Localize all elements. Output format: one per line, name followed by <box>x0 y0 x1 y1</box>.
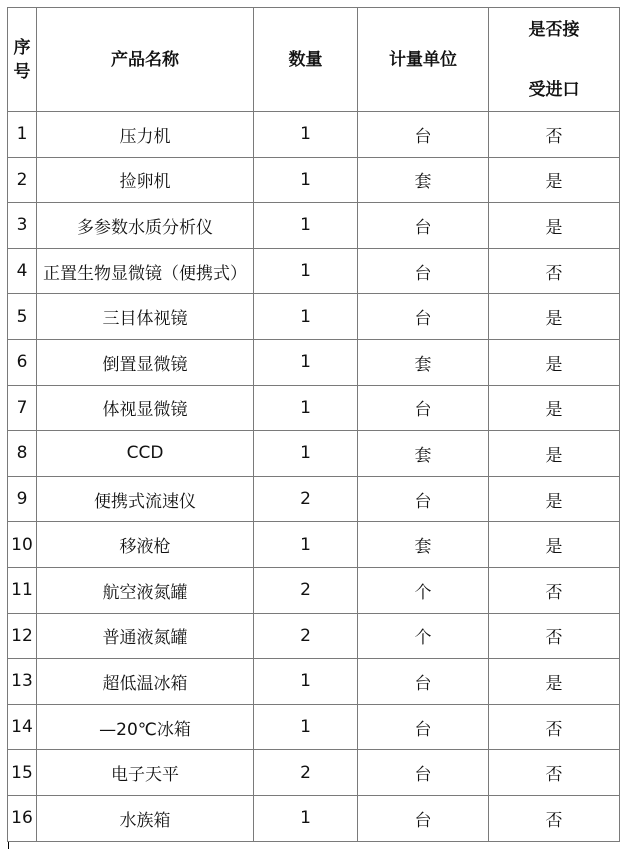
cell-qty: 2 <box>254 567 358 613</box>
cell-seq: 1 <box>8 112 37 158</box>
header-unit: 计量单位 <box>358 8 489 112</box>
cell-seq: 14 <box>8 704 37 750</box>
cell-qty: 2 <box>254 613 358 659</box>
table-row <box>8 385 620 431</box>
header-import <box>489 8 620 112</box>
cell-qty: 1 <box>254 795 358 841</box>
cell-unit: 个 <box>358 613 489 659</box>
cell-seq: 11 <box>8 567 37 613</box>
cell-name: 三目体视镜 <box>37 294 254 340</box>
cell-qty: 1 <box>254 339 358 385</box>
cell-unit: 台 <box>358 795 489 841</box>
cell-unit: 台 <box>358 704 489 750</box>
cell-import: 否 <box>489 613 620 659</box>
cell-unit: 台 <box>358 476 489 522</box>
cell-import: 否 <box>489 567 620 613</box>
cell-unit: 套 <box>358 339 489 385</box>
cell-qty: 2 <box>254 750 358 796</box>
cell-unit: 个 <box>358 567 489 613</box>
cell-qty: 1 <box>254 659 358 705</box>
table-row <box>8 750 620 796</box>
cell-qty: 1 <box>254 203 358 249</box>
cell-name: 电子天平 <box>37 750 254 796</box>
cell-seq: 7 <box>8 385 37 431</box>
header-seq <box>8 8 37 112</box>
table-row <box>8 659 620 705</box>
cell-name: 捡卵机 <box>37 157 254 203</box>
cell-unit: 台 <box>358 248 489 294</box>
table-row <box>8 248 620 294</box>
cell-unit: 套 <box>358 157 489 203</box>
table-row <box>8 203 620 249</box>
cell-import: 是 <box>489 203 620 249</box>
table-row <box>8 294 620 340</box>
cell-name: 便携式流速仪 <box>37 476 254 522</box>
cell-qty: 1 <box>254 704 358 750</box>
cell-seq: 13 <box>8 659 37 705</box>
cell-import: 是 <box>489 294 620 340</box>
cell-name: 多参数水质分析仪 <box>37 203 254 249</box>
cell-import: 否 <box>489 704 620 750</box>
cell-seq: 4 <box>8 248 37 294</box>
cell-unit: 台 <box>358 750 489 796</box>
cell-import: 否 <box>489 112 620 158</box>
cell-seq: 12 <box>8 613 37 659</box>
table-row <box>8 431 620 477</box>
cell-seq: 6 <box>8 339 37 385</box>
cell-qty: 1 <box>254 431 358 477</box>
cell-seq: 9 <box>8 476 37 522</box>
cell-unit: 台 <box>358 385 489 431</box>
cell-unit: 台 <box>358 294 489 340</box>
header-qty: 数量 <box>254 8 358 112</box>
cell-qty: 2 <box>254 476 358 522</box>
cell-import: 否 <box>489 750 620 796</box>
cell-seq: 15 <box>8 750 37 796</box>
header-import-line2: 受进口 <box>528 79 580 100</box>
cell-name: 航空液氮罐 <box>37 567 254 613</box>
cell-name: CCD <box>37 431 254 477</box>
cell-import: 否 <box>489 795 620 841</box>
cell-name: 压力机 <box>37 112 254 158</box>
header-import-line1: 是否接 <box>528 19 580 40</box>
cell-name: 体视显微镜 <box>37 385 254 431</box>
table-row <box>8 795 620 841</box>
equipment-table <box>7 7 620 842</box>
header-seq-line2: 号 <box>13 61 31 82</box>
cell-name: 水族箱 <box>37 795 254 841</box>
table-row <box>8 522 620 568</box>
cell-unit: 台 <box>358 659 489 705</box>
cell-import: 是 <box>489 385 620 431</box>
cell-name: 倒置显微镜 <box>37 339 254 385</box>
cell-seq: 5 <box>8 294 37 340</box>
header-seq-line1: 序 <box>13 37 31 58</box>
table-row <box>8 613 620 659</box>
text-cursor <box>8 842 9 849</box>
cell-name: 普通液氮罐 <box>37 613 254 659</box>
table-row <box>8 112 620 158</box>
cell-name: 正置生物显微镜（便携式） <box>37 248 254 294</box>
header-name: 产品名称 <box>37 8 254 112</box>
cell-import: 是 <box>489 339 620 385</box>
cell-unit: 台 <box>358 203 489 249</box>
header-row <box>8 8 620 112</box>
table-row <box>8 567 620 613</box>
cell-qty: 1 <box>254 157 358 203</box>
cell-seq: 3 <box>8 203 37 249</box>
cell-unit: 套 <box>358 431 489 477</box>
cell-import: 否 <box>489 248 620 294</box>
cell-import: 是 <box>489 476 620 522</box>
cell-unit: 套 <box>358 522 489 568</box>
cell-qty: 1 <box>254 522 358 568</box>
cell-name: 超低温冰箱 <box>37 659 254 705</box>
cell-qty: 1 <box>254 294 358 340</box>
cell-name: —20℃冰箱 <box>37 704 254 750</box>
cell-seq: 2 <box>8 157 37 203</box>
cell-import: 是 <box>489 522 620 568</box>
table-row <box>8 339 620 385</box>
cell-qty: 1 <box>254 112 358 158</box>
cell-seq: 8 <box>8 431 37 477</box>
cell-import: 是 <box>489 659 620 705</box>
cell-seq: 10 <box>8 522 37 568</box>
cell-qty: 1 <box>254 385 358 431</box>
table-row <box>8 476 620 522</box>
table-row <box>8 157 620 203</box>
cell-import: 是 <box>489 157 620 203</box>
cell-qty: 1 <box>254 248 358 294</box>
cell-import: 是 <box>489 431 620 477</box>
cell-unit: 台 <box>358 112 489 158</box>
cell-seq: 16 <box>8 795 37 841</box>
cell-name: 移液枪 <box>37 522 254 568</box>
table-row <box>8 704 620 750</box>
